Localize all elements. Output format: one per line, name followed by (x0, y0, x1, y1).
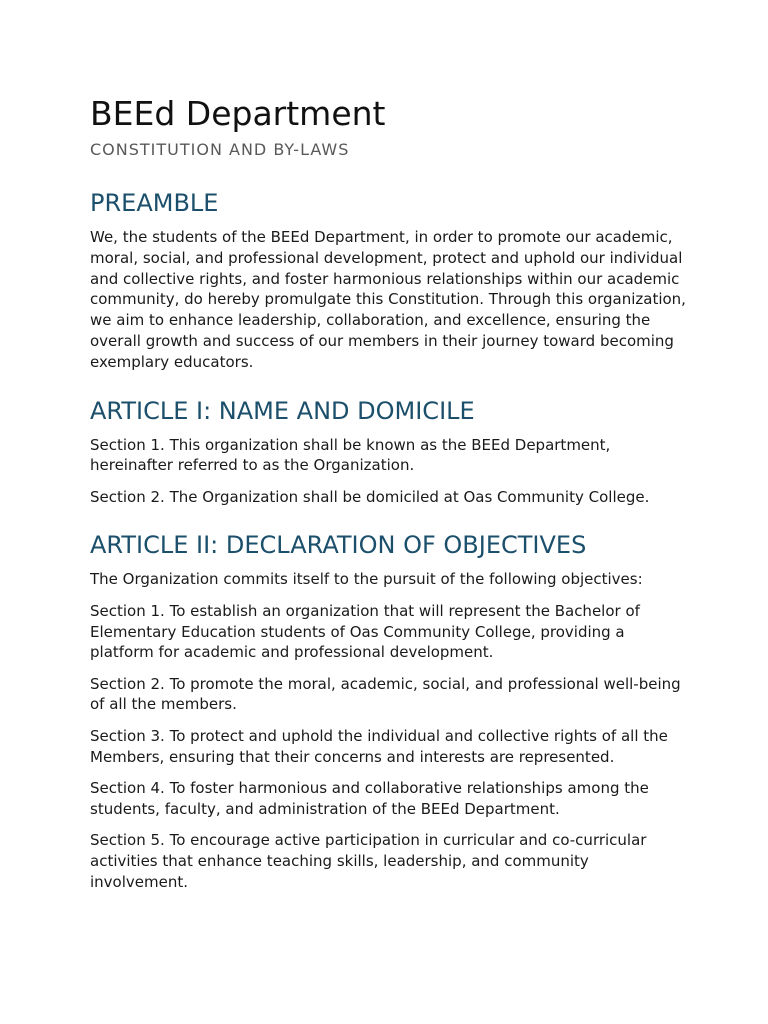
article-1-section-1: Section 1. This organization shall be known as the BEEd Department, hereinafter referred to as the Organization. (90, 435, 611, 475)
article-2-intro: The Organization commits itself to the pursuit of the following objectives: (90, 570, 643, 589)
article-2-heading: ARTICLE II: DECLARATION OF OBJECTIVES (90, 531, 587, 560)
article-1-section-2: Section 2. The Organization shall be domiciled at Oas Community College. (90, 487, 650, 506)
document-subtitle: CONSTITUTION AND BY-LAWS (90, 140, 350, 159)
preamble-text: We, the students of the BEEd Department, in order to promote our academic, moral, social, and professional development, protect and uphold our individual and collective rights, and foster harmonious relationships within our academic community, do hereby promulgate this Constitution. Through this organization, we aim to enhance leadership, collaboration, and excellence, ensuring the overall growth and success of our members in their journey toward becoming exemplary educators. (90, 228, 686, 371)
article-2-section-3: Section 3. To protect and uphold the individual and collective rights of all the Members, ensuring that their concerns and interests are represented. (90, 726, 668, 766)
article-2-section-5: Section 5. To encourage active participation in curricular and co-curricular activities that enhance teaching skills, leadership, and community involvement. (90, 830, 647, 891)
article-2-section-2: Section 2. To promote the moral, academic, social, and professional well-being of all the members. (90, 674, 681, 714)
article-2-section-4: Section 4. To foster harmonious and collaborative relationships among the students, faculty, and administration of the BEEd Department. (90, 778, 649, 818)
article-1-heading: ARTICLE I: NAME AND DOMICILE (90, 396, 475, 425)
document-title: BEEd Department (90, 94, 386, 133)
document-page (90, 92, 690, 892)
article-2-section-1: Section 1. To establish an organization that will represent the Bachelor of Elementary Education students of Oas Community College, providing a platform for academic and professional development. (90, 601, 640, 662)
preamble-heading: PREAMBLE (90, 189, 219, 217)
